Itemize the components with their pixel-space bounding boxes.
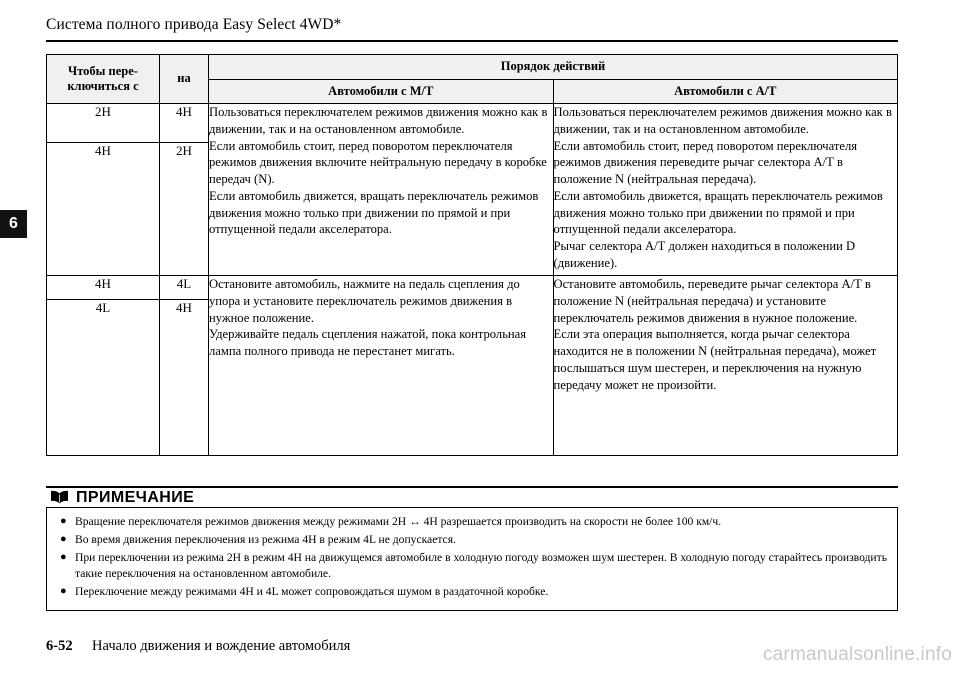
cell-from-mode: 2H (47, 104, 160, 143)
bullet-icon: ● (60, 515, 67, 527)
title-divider (46, 40, 898, 42)
column-header-to: на (160, 55, 209, 104)
note-body (46, 508, 898, 611)
automatic-paragraph: Если автомобиль стоит, перед поворотом переключателя режимов движения переведите рычаг селектора А/Т в положение N (нейтральная передача). (553, 138, 858, 187)
note-block (46, 486, 898, 611)
procedure-table (46, 54, 898, 456)
note-list (57, 514, 887, 601)
table-header-row-1 (47, 55, 898, 80)
list-item (57, 584, 887, 601)
column-header-procedure: Порядок действий (209, 55, 898, 80)
list-item (57, 532, 887, 549)
manual-paragraph: Пользоваться переключателем режимов движения можно как в движении, так и на остановленном автомобиле. (209, 105, 548, 136)
cell-to-mode: 4L (160, 276, 209, 300)
footer-page-number: 6-52 (46, 638, 73, 654)
column-header-from (47, 55, 160, 104)
chapter-tab: 6 (0, 210, 27, 238)
cell-manual-procedure (209, 104, 554, 276)
manual-paragraph: Если автомобиль движется, вращать переключатель режимов движения можно только при движении по прямой и при отпущенной педали акселератора. (209, 188, 539, 237)
manual-paragraph: Остановите автомобиль, нажмите на педаль сцепления до упора и установите переключатель режимов движения в нужное положение. (209, 277, 520, 325)
list-item (57, 514, 887, 531)
manual-paragraph: Удерживайте педаль сцепления нажатой, пока контрольная лампа полного привода не перестанет мигать. (209, 327, 527, 359)
list-item-text: Переключение между режимами 4H и 4L может сопровождаться шумом в раздаточной коробке. (75, 585, 549, 599)
open-book-icon (50, 490, 69, 505)
column-header-automatic: Автомобили с А/Т (553, 79, 898, 104)
list-item (57, 550, 887, 584)
bullet-icon: ● (60, 585, 67, 598)
bullet-icon: ● (60, 532, 67, 545)
cell-to-mode: 2H (160, 143, 209, 276)
cell-to-mode: 4H (160, 300, 209, 456)
list-item-text: Вращение переключателя режимов движения между режимами 2H ↔ 4H разрешается производить на скорости не более 100 км/ч. (75, 515, 722, 528)
table-row (47, 276, 898, 300)
watermark: carmanualsonline.info (762, 644, 952, 665)
column-header-manual: Автомобили с М/Т (209, 79, 554, 104)
manual-paragraph: Если автомобиль стоит, перед поворотом переключателя режимов движения включите нейтральную передачу в коробке передач (N). (209, 138, 547, 187)
cell-from-mode: 4H (47, 276, 160, 300)
bullet-icon: ● (60, 550, 67, 563)
column-header-from-line1: Чтобы пере- (68, 63, 138, 78)
list-item-text: Во время движения переключения из режима 4H в режим 4L не допускается. (75, 532, 456, 546)
table-body (47, 104, 898, 456)
cell-automatic-procedure (553, 104, 898, 276)
cell-from-mode: 4H (47, 143, 160, 276)
note-header (46, 486, 898, 508)
table-row (47, 104, 898, 143)
footer-section-title: Начало движения и вождение автомобиля (92, 638, 351, 654)
page-title: Система полного привода Easy Select 4WD* (46, 16, 342, 33)
automatic-paragraph: Если автомобиль движется, вращать переключатель режимов движения можно только при движении по прямой и при отпущенной педали акселератора. (553, 188, 883, 237)
automatic-paragraph: Остановите автомобиль, переведите рычаг селектора А/Т в положение N (нейтральная передача) и установите переключатель режимов движения в нужное положение. (553, 277, 871, 325)
automatic-paragraph: Пользоваться переключателем режимов движения можно как в движении, так и на остановленном автомобиле. (553, 105, 892, 136)
cell-manual-procedure (209, 276, 554, 456)
automatic-paragraph: Рычаг селектора А/Т должен находиться в положении D (движение). (553, 239, 856, 270)
table-header (47, 55, 898, 104)
cell-from-mode: 4L (47, 300, 160, 456)
cell-automatic-procedure (553, 276, 898, 456)
cell-to-mode: 4H (160, 104, 209, 143)
column-header-from-line2: ключиться с (67, 79, 139, 94)
note-title: ПРИМЕЧАНИЕ (76, 488, 195, 506)
list-item-text: При переключении из режима 2H в режим 4H на движущемся автомобиле в холодную погоду возможен шум шестерен. В холодную погоду старайтесь производить такие переключения на остановленном автомобиле. (75, 550, 887, 581)
automatic-paragraph: Если эта операция выполняется, когда рычаг селектора находится не в положении N (нейтральная передача), может послышаться шум шестерен, и переключения на нужную передачу может не произойти. (553, 327, 877, 392)
